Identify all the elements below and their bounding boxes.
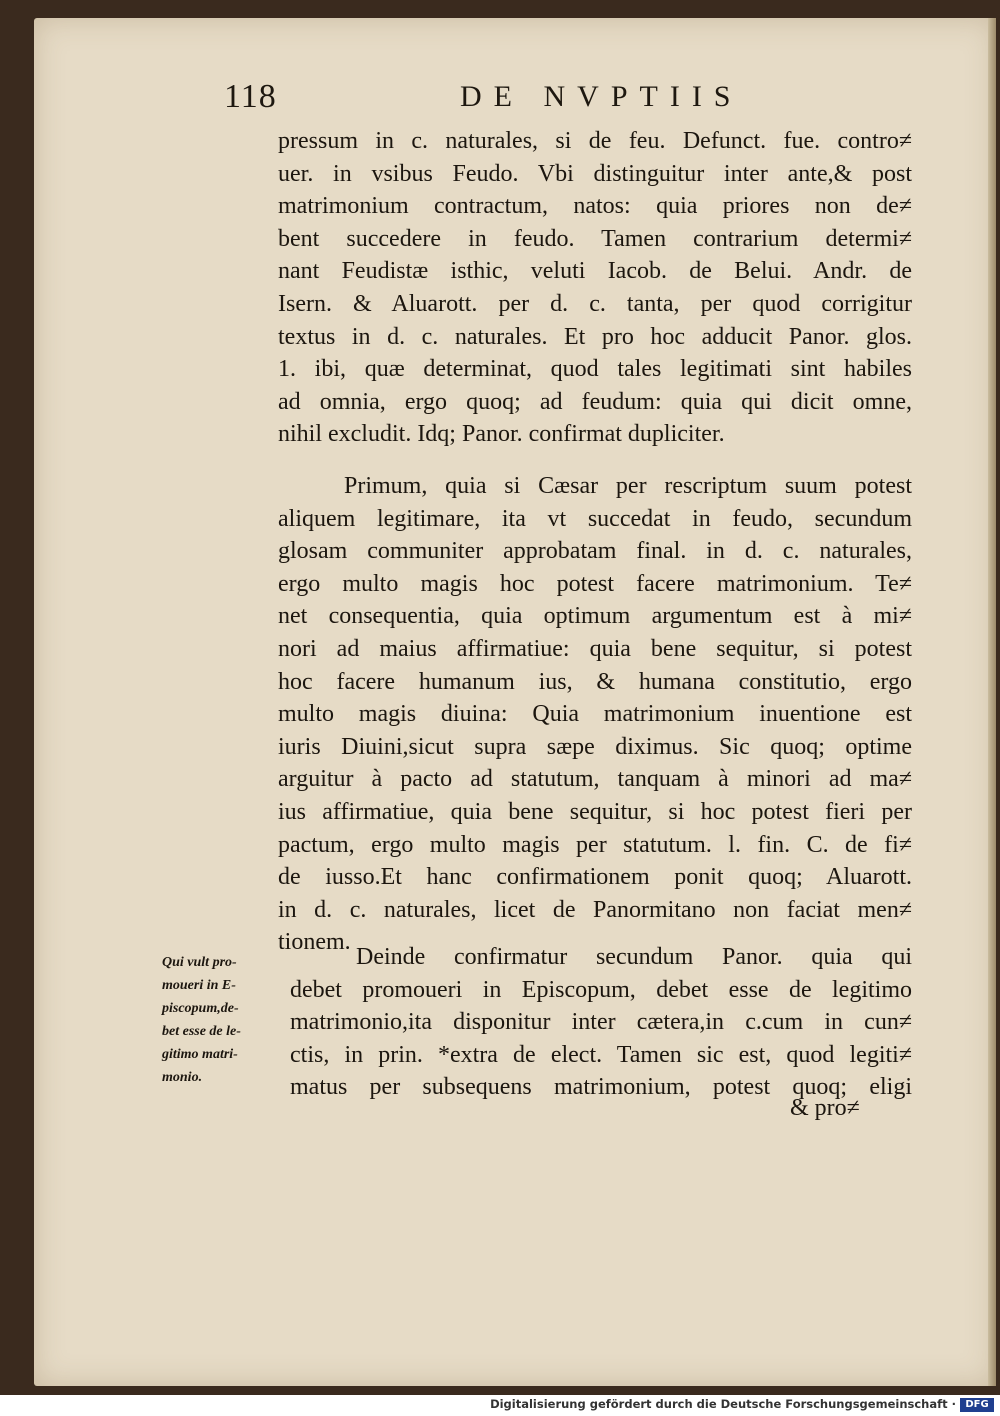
marginal-line: moueri in E-: [162, 978, 236, 993]
marginal-note: [162, 951, 284, 1089]
marginal-line: Qui vult pro-: [162, 955, 237, 970]
text-line: uer. in vsibus Feudo. Vbi distinguitur inter ante,& post: [278, 160, 912, 187]
catchword: & pro≠: [790, 1095, 860, 1121]
marginal-line: bet esse de le-: [162, 1024, 241, 1039]
text-line: nori ad maius affirmatiue: quia bene sequitur, si potest: [278, 635, 912, 662]
text-line: tionem.: [278, 929, 351, 956]
text-line: pressum in c. naturales, si de feu. Defunct. fue. contro≠: [278, 128, 912, 154]
text-line: ad omnia, ergo quoq; ad feudum: quia qui dicit omne,: [278, 388, 912, 415]
text-line: ius affirmatiue, quia bene sequitur, si hoc potest fieri per: [278, 798, 912, 825]
text-line: debet promoueri in Episcopum, debet esse de legitimo: [290, 976, 912, 1003]
text-line: Isern. & Aluarott. per d. c. tanta, per quod corrigitur: [278, 290, 912, 317]
text-line: aliquem legitimare, ita vt succedat in feudo, secundum: [278, 505, 912, 532]
running-head: DE NVPTIIS: [460, 80, 743, 113]
text-line: nant Feudistæ isthic, veluti Iacob. de Belui. Andr. de: [278, 258, 912, 285]
text-line: nihil excludit. Idq; Panor. confirmat dupliciter.: [278, 421, 725, 448]
text-line: glosam communiter approbatam final. in d. c. naturales,: [278, 538, 912, 565]
text-line: iuris Diuini,sicut supra sæpe diximus. Sic quoq; optime: [278, 733, 912, 760]
text-line: hoc facere humanum ius, & humana constitutio, ergo: [278, 668, 912, 695]
text-line: matus per subsequens matrimonium, potest quoq; eligi: [290, 1074, 912, 1101]
text-line: net consequentia, quia optimum argumentum est à mi≠: [278, 603, 912, 630]
dfg-logo: DFG: [960, 1398, 994, 1412]
text-line: pactum, ergo multo magis per statutum. l. fin. C. de fi≠: [278, 831, 912, 858]
text-line: textus in d. c. naturales. Et pro hoc adducit Panor. glos.: [278, 323, 912, 350]
page-edge: [988, 18, 996, 1386]
text-line: arguitur à pacto ad statutum, tanquam à minori ad ma≠: [278, 766, 912, 793]
marginal-line: gitimo matri-: [162, 1047, 238, 1062]
funding-credit: Digitalisierung gefördert durch die Deutsche Forschungsgemeinschaft ·: [490, 1397, 956, 1411]
marginal-line: monio.: [162, 1070, 203, 1085]
footer-bar: [0, 1395, 1000, 1416]
page-number: 118: [224, 78, 277, 115]
text-line: bent succedere in feudo. Tamen contrarium determi≠: [278, 225, 912, 252]
text-line: Deinde confirmatur secundum Panor. quia qui: [356, 944, 912, 970]
text-line: multo magis diuina: Quia matrimonium inuentione est: [278, 701, 912, 728]
text-line: matrimonio,ita disponitur inter cætera,in c.cum in cun≠: [290, 1009, 912, 1036]
paragraph-1: [278, 125, 912, 451]
text-line: Primum, quia si Cæsar per rescriptum suum potest: [344, 473, 912, 499]
text-line: matrimonium contractum, natos: quia priores non de≠: [278, 193, 912, 220]
text-line: in d. c. naturales, licet de Panormitano non faciat men≠: [278, 896, 912, 923]
paragraph-2: [278, 470, 912, 959]
text-line: de iusso.Et hanc confirmationem ponit quoq; Aluarott.: [278, 864, 912, 891]
text-line: ctis, in prin. *extra de elect. Tamen sic est, quod legiti≠: [290, 1041, 912, 1068]
text-line: ergo multo magis hoc potest facere matrimonium. Te≠: [278, 570, 912, 597]
paragraph-3: [290, 941, 912, 1104]
marginal-line: piscopum,de-: [162, 1001, 239, 1016]
text-line: 1. ibi, quæ determinat, quod tales legitimati sint habiles: [278, 356, 912, 383]
